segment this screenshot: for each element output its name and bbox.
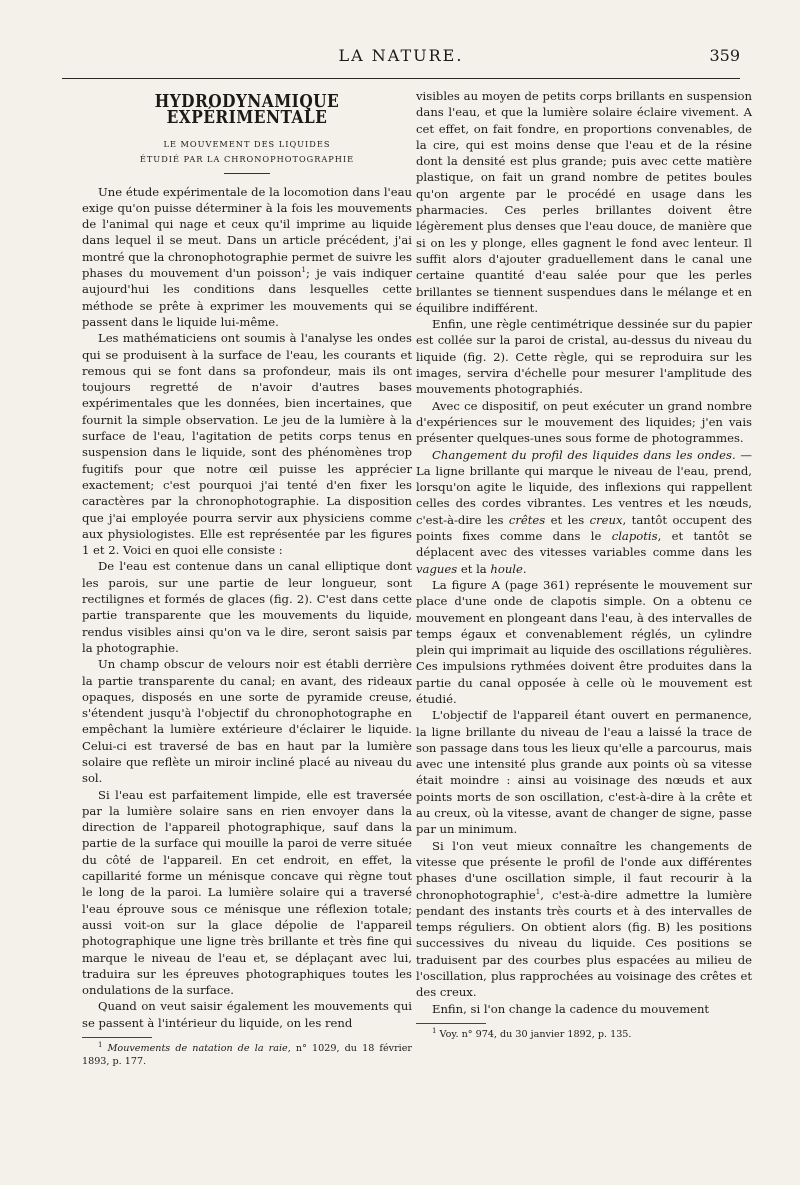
- footnote-divider: [82, 1037, 152, 1038]
- paragraph: Les mathématiciens ont soumis à l'analyse les ondes qui se produisent à la surface de l'eau, les courants et remous qui se font dans sa profondeur, mais ils ont toujours regretté de n'avoir d'autres bases expérimentales que les données, bien incertaines, que fournit la simple observation. Le jeu de la lumière à la surface de l'eau, l'agitation de petits corps tenus en suspension dans le liquide, sont des phénomènes trop fugitifs pour que notre œil puisse les apprécier exactement; c'est pourquoi j'ai tenté d'en fixer les caractères par la chronophotographie. La disposition que j'ai employée pourra servir aux physiciens comme aux physiologistes. Elle est représentée par les figures 1 et 2. Voici en quoi elle consiste :: [82, 331, 412, 558]
- paragraph: Changement du profil des liquides dans les ondes. — La ligne brillante qui marque le niveau de l'eau, prend, lorsqu'on agite le liquide, des inflexions qui rappellent celles des cordes vibrantes. Les ventres et les nœuds, c'est-à-dire les crêtes et les creux, tantôt occupent des points fixes comme dans le clapotis, et tantôt se déplacent avec des vitesses variables comme dans les vagues et la houle.: [416, 447, 752, 576]
- footnote: $^1$ Voy. n° 974, du 30 janvier 1892, p. 135.: [432, 1026, 632, 1040]
- paragraph: La figure A (page 361) représente le mouvement sur place d'une onde de clapotis simple. On a obtenu ce mouvement en plongeant dans l'eau, à des intervalles de temps égaux et convenablement réglés, un cylindre plein qui imprimait au liquide des oscillations régulières. Ces impulsions rythmées doivent être produites dans la partie du canal opposée à celle où le mouvement est étudié.: [416, 577, 752, 706]
- paragraph: Une étude expérimentale de la locomotion dans l'eau exige qu'on puisse déterminer à la fois les mouvements de l'animal qui nage et ceux qu'il imprime au liquide dans lequel il se meut. Dans un article précédent, j'ai montré que la chronophotographie permet de suivre les phases du mouvement d'un poisson$^1$; je vais indiquer aujourd'hui les conditions dans lesquelles cette méthode se prête à exprimer les mouvements qui se passent dans le liquide lui-même.: [82, 184, 412, 329]
- footnote: $^1$ Mouvements de natation de la raie, n° 1029, du 18 février 1893, p. 177.: [82, 1040, 412, 1068]
- paragraph: L'objectif de l'appareil étant ouvert en permanence, la ligne brillante du niveau de l'eau a laissé la trace de son passage dans tous les lieux qu'elle a parcourus, mais avec une intensité plus grande aux points où sa vitesse était moindre : ainsi au voisinage des nœuds et aux points morts de son oscillation, c'est-à-dire à la crête et au creux, où la vitesse, avant de changer de signe, passe par un minimum.: [416, 708, 752, 837]
- paragraph: Si l'eau est parfaitement limpide, elle est traversée par la lumière solaire sans en rien envoyer dans la direction de l'appareil photographique, sauf dans la partie de la surface qui mouille la paroi de verre située du côté de l'appareil. En cet endroit, en effet, la capillarité forme un ménisque concave qui règne tout le long de la paroi. La lumière solaire qui a traversé l'eau éprouve sous ce ménisque une réflexion totale; aussi voit-on sur la glace dépolie de l'appareil photographique une ligne très brillante et très fine qui marque le niveau de l'eau et, se déplaçant avec lui, traduira sur les épreuves photographiques toutes les ondulations de la surface.: [82, 787, 412, 998]
- footnote-ref: 1: [535, 887, 541, 896]
- paragraph: Avec ce dispositif, on peut exécuter un grand nombre d'expériences sur le mouvement des liquides; j'en vais présenter quelques-unes sous forme de photogrammes.: [416, 398, 752, 446]
- right-column: [416, 88, 752, 1041]
- paragraph: Un champ obscur de velours noir est établi derrière la partie transparente du canal; en avant, des rideaux opaques, disposés en une sorte de pyramide creuse, s'étendent jusqu'à l'objectif du chronophotographe en empêchant la lumière extérieure d'éclairer le liquide. Celui-ci est traversé de bas en haut par la lumière solaire que reflète un miroir incliné placé au niveau du sol.: [82, 657, 412, 786]
- left-column: [82, 88, 412, 1068]
- article-subtitle-2: ÉTUDIÉ PAR LA CHRONOPHOTOGRAPHIE: [139, 153, 355, 164]
- footnote-ref: 1: [301, 266, 306, 275]
- paragraph: Quand on veut saisir également les mouvements qui se passent à l'intérieur du liquide, on les rend: [82, 999, 412, 1030]
- paragraph: Si l'on veut mieux connaître les changements de vitesse que présente le profil de l'onde aux différentes phases d'une oscillation simple, il faut recourir à la chronophotographie$^1$, c'est-à-dire admettre la lumière pendant des instants très courts et à des intervalles de temps réguliers. On obtient alors (fig. B) les positions successives du niveau du liquide. Ces positions se traduisent par des courbes plus espacées au milieu de l'oscillation, plus rapprochées au voisinage des crêtes et des creux.: [416, 838, 752, 1000]
- page-header: [62, 38, 740, 79]
- page-number: 359: [709, 46, 740, 65]
- title-divider: [224, 173, 270, 174]
- section-heading: Changement du profil des liquides dans les ondes.: [432, 447, 736, 462]
- article-subtitle-1: LE MOUVEMENT DES LIQUIDES: [163, 138, 331, 149]
- paragraph: De l'eau est contenue dans un canal elliptique dont les parois, sur une partie de leur longueur, sont rectilignes et formés de glaces (fig. 2). C'est dans cette partie transparente que les mouvements du liquide, rendus visibles ainsi qu'on va le dire, seront saisis par la photographie.: [82, 559, 412, 655]
- paragraph: Enfin, si l'on change la cadence du mouvement: [432, 1001, 710, 1016]
- paragraph: Enfin, une règle centimétrique dessinée sur du papier est collée sur la paroi de cristal, au-dessus du niveau du liquide (fig. 2). Cette règle, qui se reproduira sur les images, servira d'échelle pour mesurer l'amplitude des mouvements photographiés.: [416, 317, 752, 397]
- paragraph: visibles au moyen de petits corps brillants en suspension dans l'eau, et que la lumière solaire éclaire vivement. A cet effet, on fait fondre, en proportions convenables, de la cire, qui est moins dense que l'eau et de la résine dont la densité est plus grande; puis avec cette matière plastique, on fait un grand nombre de petites boules qu'on argente par le procédé en usage dans les pharmacies. Ces perles brillantes doivent être légèrement plus denses que l'eau douce, de manière que si on les y plonge, elles gagnent le fond avec lenteur. Il suffit alors d'ajouter graduellement dans le canal une certaine quantité d'eau salée pour que les perles brillantes se tiennent suspendues dans le mélange et en équilibre indifférent.: [416, 89, 752, 315]
- journal-title: LA NATURE.: [338, 46, 464, 65]
- footnote-divider: [416, 1023, 486, 1024]
- article-title: HYDRODYNAMIQUE EXPÉRIMENTALE: [154, 92, 340, 129]
